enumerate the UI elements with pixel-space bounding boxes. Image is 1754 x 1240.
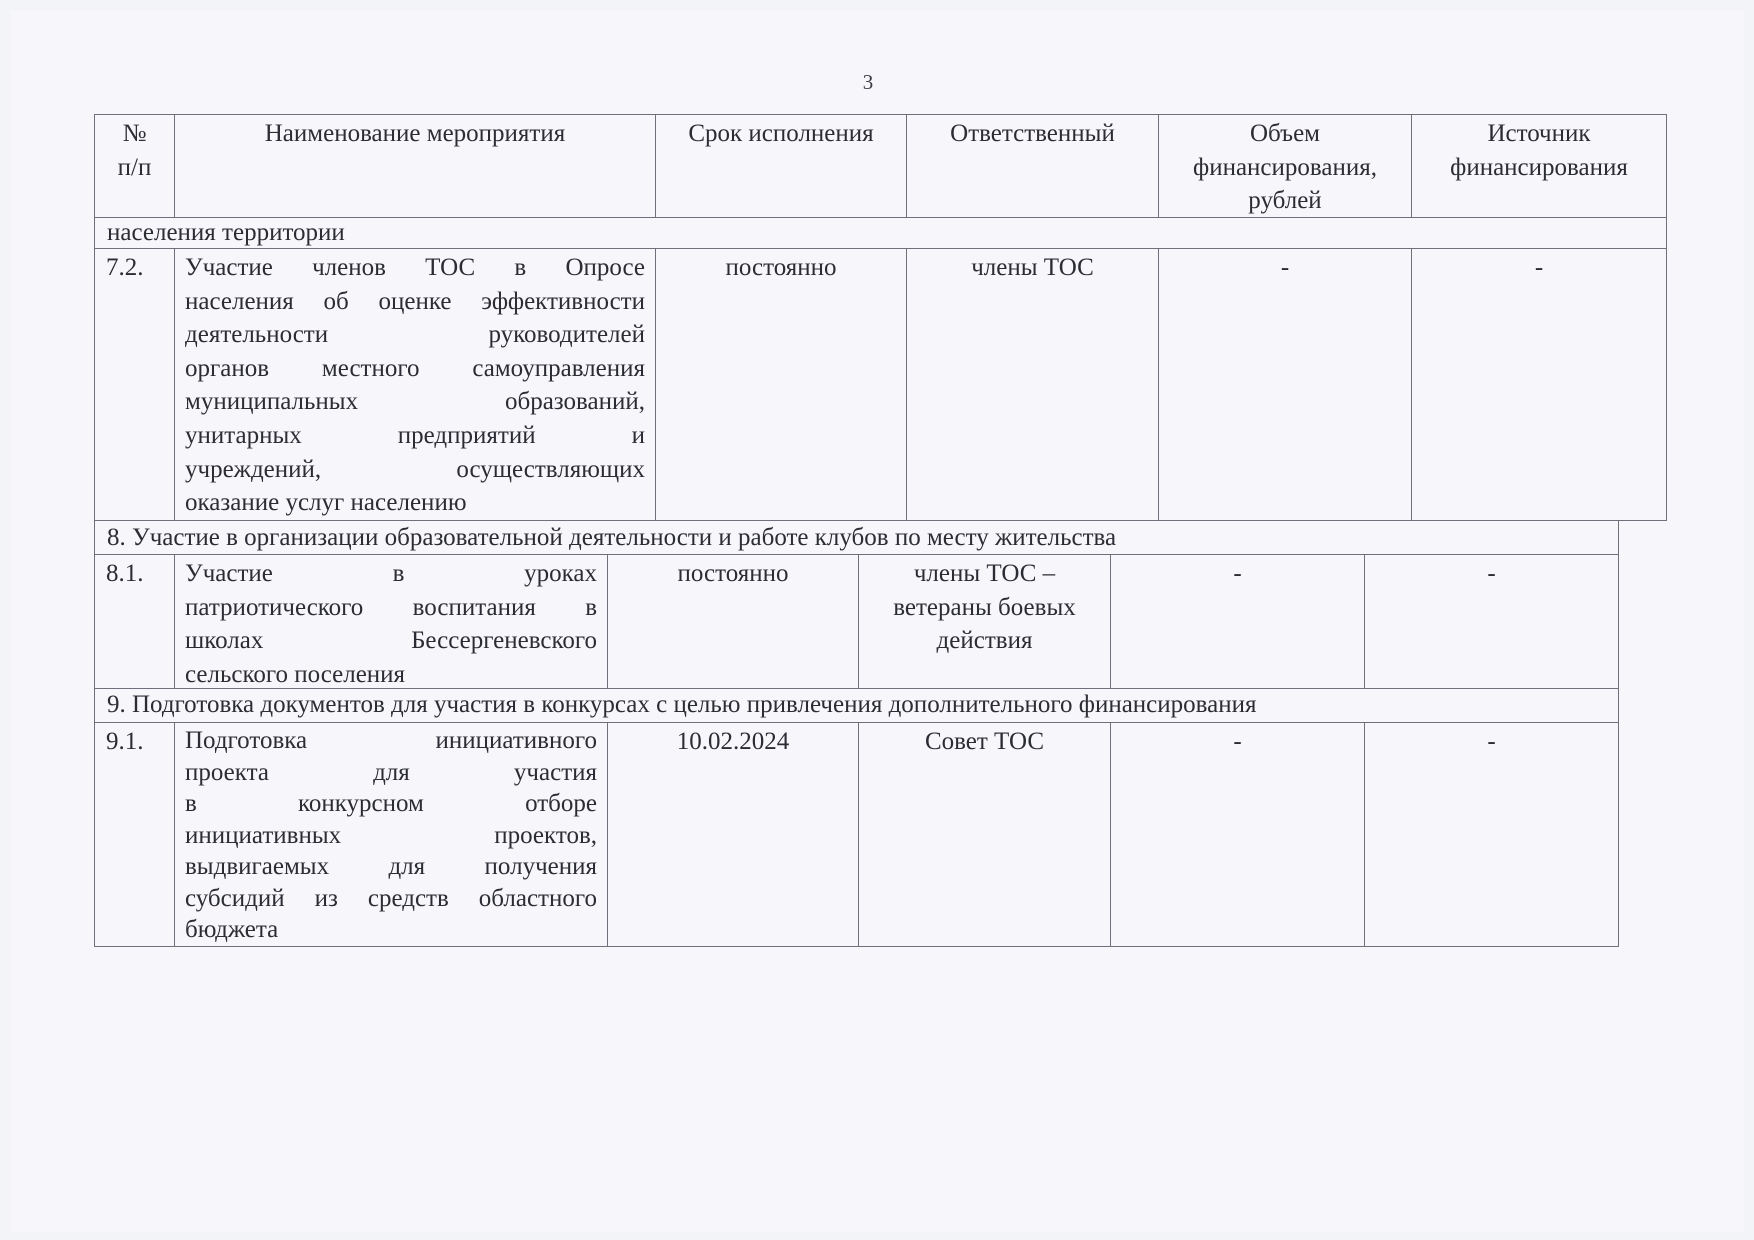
section-9-row [94,688,1619,723]
row-7-2-source [1411,248,1667,521]
header-num-line-1: № [122,120,147,147]
row-9-1-volume [1110,722,1365,947]
section-8-title: 8. Участие в организации образовательной деятельности и работе клубов по месту жительства [107,524,1117,551]
row-7-2-term [655,248,907,521]
row-9-1-source-text: - [1487,728,1496,755]
continuation-text: населения территории [107,219,345,246]
row-7-2-name-line-2: населения об оценке эффективности [185,287,645,315]
row-9-1-name-line-7: бюджета [185,916,279,943]
row-8-1-num-text: 8.1. [106,560,144,587]
row-8-1-responsible-line-2: ветераны боевых [893,593,1076,621]
row-7-2-source-text: - [1534,254,1544,281]
header-name [174,114,656,218]
header-responsible-text: Ответственный [950,120,1115,147]
header-volume-line-1: Объем [1250,120,1320,147]
row-9-1-name [174,722,608,947]
section-8-row [94,520,1619,555]
header-source-line-1: Источник [1487,120,1591,147]
continuation-row [94,217,1667,249]
row-7-2-name-line-6: унитарных предприятий и [185,421,645,449]
header-source-line-2: финансирования [1450,153,1628,181]
row-8-1-name-line-3: школах Бессергеневского [185,627,597,655]
row-7-2-name-line-7: учреждений, осуществляющих [185,455,645,483]
row-8-1-source [1364,554,1619,689]
row-9-1-name-line-3: в конкурсном отборе [185,790,597,817]
header-responsible [906,114,1159,218]
row-9-1-responsible [858,722,1111,947]
row-8-1-name-line-2: патриотического воспитания в [185,593,597,621]
header-term [655,114,907,218]
row-7-2-name-line-4: органов местного самоуправления [185,354,645,382]
header-volume [1158,114,1412,218]
row-9-1-responsible-text: Совет ТОС [924,728,1045,755]
row-8-1-source-text: - [1487,560,1496,587]
row-9-1-term [607,722,859,947]
row-8-1-name-line-4: сельского поселения [185,660,406,688]
header-volume-line-2: финансирования, [1193,153,1377,181]
row-8-1-term [607,554,859,689]
header-name-text: Наименование мероприятия [264,120,566,147]
row-8-1-volume-text: - [1233,560,1242,587]
header-num [94,114,175,218]
row-9-1-name-line-5: выдвигаемых для получения [185,853,597,880]
row-8-1-volume [1110,554,1365,689]
row-8-1-num [94,554,175,689]
row-7-2-name-line-8: оказание услуг населению [185,489,467,517]
row-9-1-source [1364,722,1619,947]
row-7-2-num [94,248,175,521]
row-7-2-name [174,248,656,521]
row-7-2-term-text: постоянно [725,254,837,281]
row-8-1-responsible-line-3: действия [936,627,1033,655]
row-9-1-name-line-6: субсидий из средств областного [185,884,597,912]
row-9-1-num-text: 9.1. [106,728,144,755]
row-8-1-responsible [858,554,1111,689]
row-8-1-name [174,554,608,689]
row-7-2-name-line-1: Участие членов ТОС в Опросе [185,254,645,281]
row-7-2-volume [1158,248,1412,521]
header-num-line-2: п/п [117,153,152,181]
row-8-1-term-text: постоянно [677,560,789,587]
section-9-title: 9. Подготовка документов для участия в конкурсах с целью привлечения дополнительного финансирования [107,691,1257,718]
row-8-1-name-line-1: Участие в уроках [185,560,597,587]
header-source [1411,114,1667,218]
page-number: 3 [862,70,874,94]
row-8-1-responsible-line-1: члены ТОС – [913,560,1056,587]
row-9-1-name-line-2: проекта для участия [185,758,597,786]
row-9-1-term-text: 10.02.2024 [676,728,790,755]
header-term-text: Срок исполнения [688,120,874,147]
row-9-1-name-line-1: Подготовка инициативного [185,727,597,754]
row-9-1-num [94,722,175,947]
header-volume-line-3: рублей [1248,187,1322,215]
row-7-2-responsible-text: члены ТОС [971,254,1094,281]
row-9-1-name-line-4: инициативных проектов, [185,821,597,849]
row-7-2-num-text: 7.2. [106,254,144,281]
row-9-1-volume-text: - [1233,728,1242,755]
row-7-2-name-line-5: муниципальных образований, [185,388,645,416]
row-7-2-responsible [906,248,1159,521]
row-7-2-volume-text: - [1280,254,1290,281]
row-7-2-name-line-3: деятельности руководителей [185,321,645,349]
